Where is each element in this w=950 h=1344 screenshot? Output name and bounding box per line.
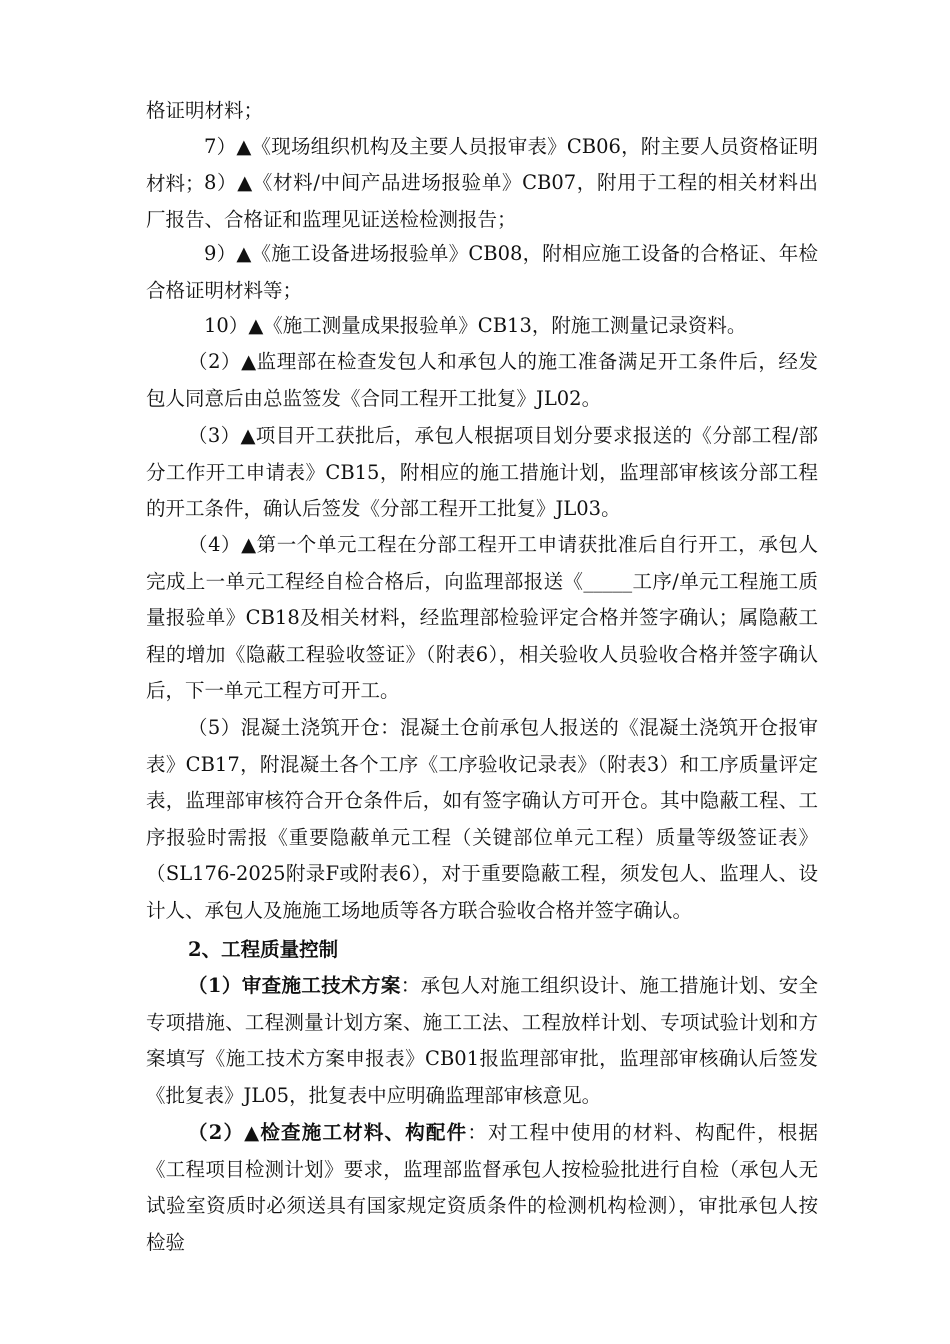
paragraph-continuation: 格证明材料； bbox=[146, 99, 264, 122]
list-item-9: 9）▲《施工设备进场报验单》CB08，附相应施工设备的合格证、年检合格证明材料等； bbox=[146, 242, 818, 302]
paragraph-lead: （1）审查施工技术方案 bbox=[188, 974, 401, 997]
list-item-8: 8）▲《材料/中间产品进场报验单》CB07，附用于工程的相关材料出厂报告、合格证和监理见证送检检测报告； bbox=[146, 171, 818, 231]
list-item-10: 10）▲《施工测量成果报验单》CB13，附施工测量记录资料。 bbox=[204, 314, 747, 337]
paragraph-5: （5）混凝土浇筑开仓：混凝土仓前承包人报送的《混凝土浇筑开仓报审表》CB17，附混凝土各个工序《工序验收记录表》（附表3）和工序质量评定表，监理部审核符合开仓条件后，如有签字确认方可开仓。其中隐蔽工程、工序报验时需报《重要隐蔽单元工程（关键部位单元工程）质量等级签证表》（SL176-2025附录F或附表6），对于重要隐蔽工程，须发包人、监理人、设计人、承包人及施施工场地质等各方联合验收合格并签字确认。 bbox=[146, 716, 818, 922]
paragraph-body: ：承包人对施工组织设计、施工措施计划、安全专项措施、工程测量计划方案、施工工法、工程放样计划、专项试验计划和方案填写《施工技术方案申报表》CB01报监理部审批，监理部审核确认后签发《批复表》JL05，批复表中应明确监理部审核意见。 bbox=[146, 974, 818, 1107]
paragraph-body: ：对工程中使用的材料、构配件，根据《工程项目检测计划》要求，监理部监督承包人按检验批进行自检（承包人无试验室资质时必须送具有国家规定资质条件的检测机构检测），审批承包人按检验 bbox=[146, 1121, 818, 1254]
paragraph-check-materials bbox=[146, 1115, 818, 1261]
paragraph-2: （2）▲监理部在检查发包人和承包人的施工准备满足开工条件后，经发包人同意后由总监签发《合同工程开工批复》JL02。 bbox=[146, 350, 818, 410]
list-item-7: 7）▲《现场组织机构及主要人员报审表》CB06，附主要人员资格证明材料； bbox=[146, 135, 818, 195]
section-heading: 2、工程质量控制 bbox=[188, 938, 339, 961]
paragraph-review-technical-plan bbox=[146, 968, 818, 1114]
paragraph-3: （3）▲项目开工获批后，承包人根据项目划分要求报送的《分部工程/部分工作开工申请表》CB15，附相应的施工措施计划，监理部审核该分部工程的开工条件，确认后签发《分部工程开工批复》JL03。 bbox=[146, 424, 818, 521]
paragraph-lead: （2）▲检查施工材料、构配件 bbox=[188, 1121, 468, 1144]
paragraph-4: （4）▲第一个单元工程在分部工程开工申请获批准后自行开工，承包人完成上一单元工程经自检合格后，向监理部报送《_____工序/单元工程施工质量报验单》CB18及相关材料，经监理部检验评定合格并签字确认；属隐蔽工程的增加《隐蔽工程验收签证》（附表6），相关验收人员验收合格并签字确认后，下一单元工程方可开工。 bbox=[146, 533, 818, 703]
